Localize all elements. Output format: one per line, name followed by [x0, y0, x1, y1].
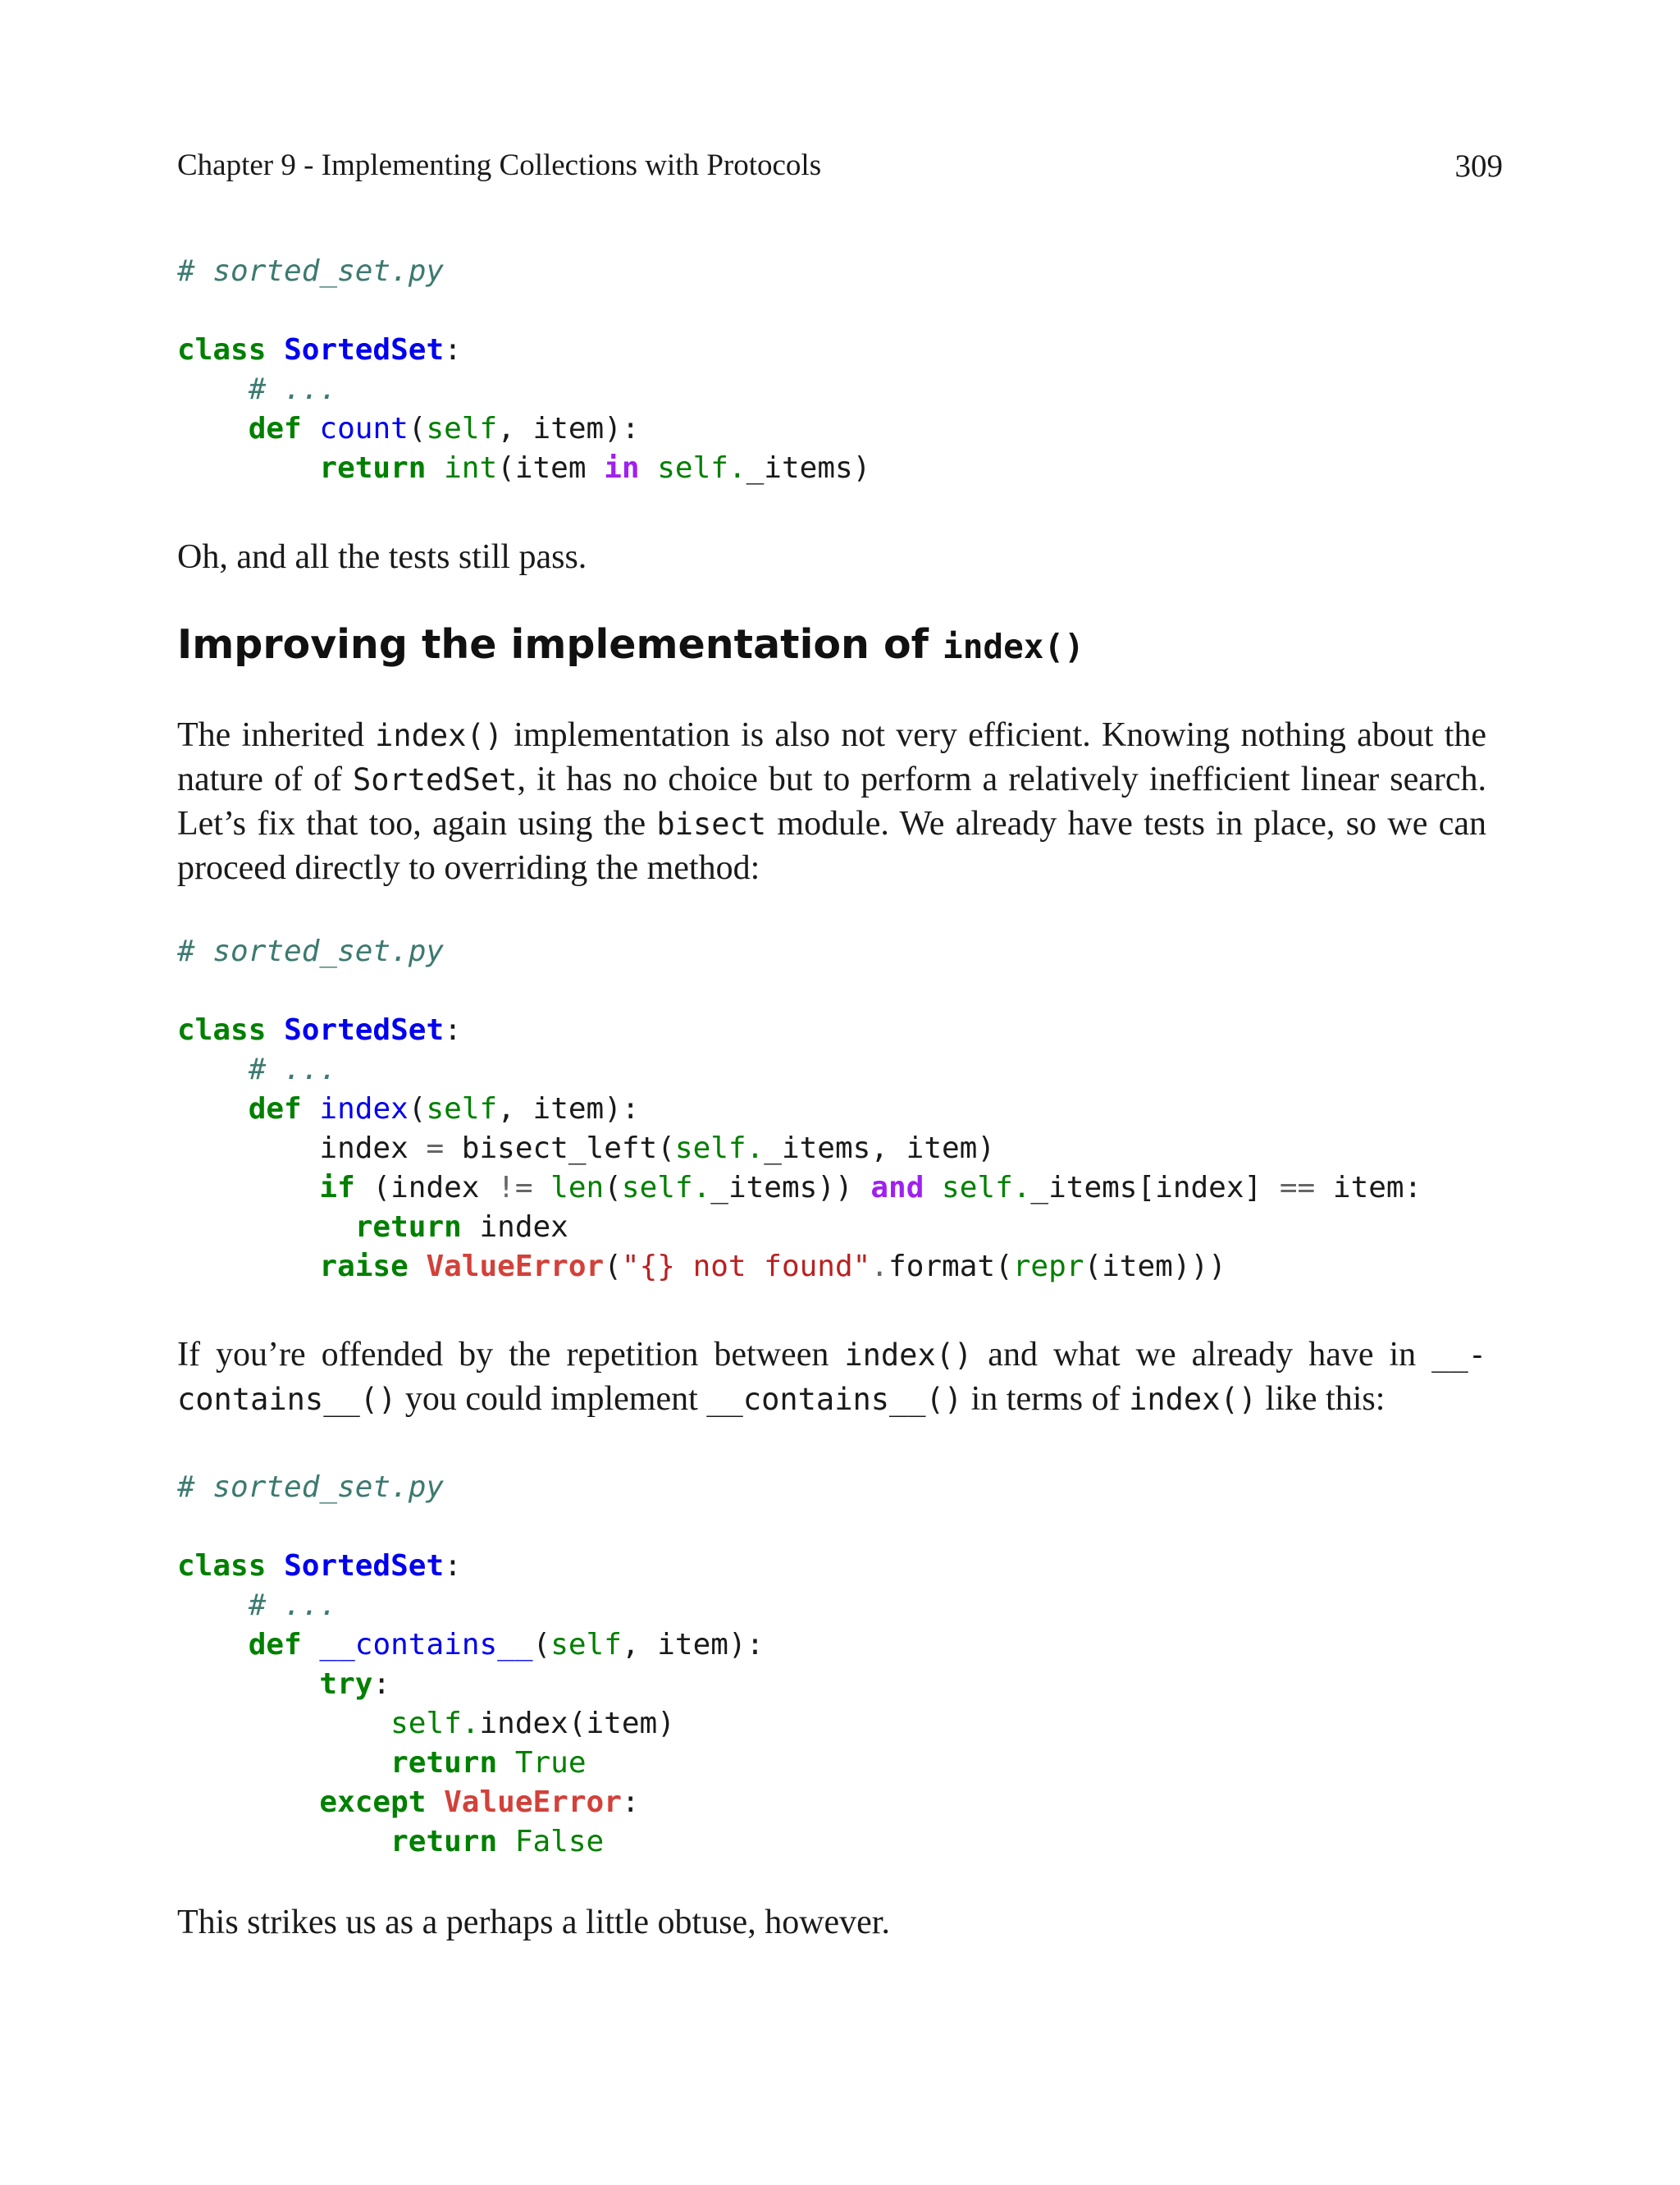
code-line [177, 1050, 1422, 1090]
text-line [177, 713, 1486, 757]
code-text: index [461, 1210, 568, 1244]
operator: == [1279, 1171, 1316, 1204]
code-comment: # sorted_set.py [177, 1470, 445, 1504]
code-line [177, 252, 870, 291]
running-header [177, 141, 1503, 190]
code-line [177, 331, 870, 370]
code-text: (item [497, 451, 605, 485]
code-text: : [444, 1549, 462, 1583]
code-text: , item): [497, 412, 640, 446]
code-line [177, 1586, 764, 1625]
builtin-int: int [444, 451, 498, 485]
code-text: : [621, 1785, 640, 1819]
code-text: _items)) [710, 1171, 871, 1204]
code-line [177, 449, 870, 488]
code-line: def count(self, item): [248, 412, 640, 446]
code-comment: # sorted_set.py [177, 254, 445, 288]
code-text: format( [888, 1250, 1013, 1283]
code-line [177, 1168, 1422, 1208]
keyword-return: return [390, 1825, 498, 1858]
code-comment: # sorted_set.py [177, 935, 445, 968]
code-block-contains [177, 1468, 764, 1862]
code-line [177, 1744, 764, 1783]
operator: . [870, 1250, 889, 1283]
code-line [177, 1468, 764, 1507]
chapter-title: Chapter 9 - Implementing Collections with Protocols [177, 149, 822, 182]
exception-name: ValueError [426, 1250, 605, 1283]
code-block-count [177, 252, 870, 488]
code-line [177, 370, 870, 409]
text-line [177, 802, 1486, 846]
code-text: : [444, 1013, 462, 1047]
code-text: index [319, 1131, 427, 1165]
code-text: item: [1315, 1171, 1422, 1204]
text-run: like this: [1257, 1380, 1386, 1418]
inline-code: index() [1129, 1382, 1258, 1417]
heading-code: index() [943, 627, 1084, 666]
keyword-return: return [319, 451, 427, 485]
self-keyword: self [426, 1092, 498, 1126]
self-keyword: self [426, 412, 498, 446]
inline-code: bisect [656, 807, 767, 842]
code-text: , item): [621, 1628, 765, 1662]
keyword-def: def [248, 1628, 302, 1662]
keyword-in: in [604, 451, 640, 485]
body-paragraph [177, 1332, 1486, 1421]
keyword-def: def [248, 1092, 302, 1126]
code-comment: # ... [248, 373, 338, 406]
keyword-class: class [177, 1549, 267, 1583]
keyword-try: try [319, 1667, 373, 1701]
constant-true: True [514, 1746, 587, 1780]
code-comment: # ... [248, 1053, 338, 1086]
operator: != [497, 1171, 533, 1204]
self-keyword: self. [390, 1707, 480, 1740]
text-run: nature of of [177, 761, 353, 798]
self-keyword: self. [674, 1131, 765, 1165]
keyword-if: if [319, 1171, 355, 1204]
code-text: _items, item) [764, 1131, 996, 1165]
keyword-except: except [319, 1785, 427, 1819]
code-text: (index [354, 1171, 498, 1204]
keyword-raise: raise [319, 1250, 409, 1283]
keyword-and: and [870, 1171, 924, 1204]
text-run: Let’s fix that too, again using the [177, 805, 657, 843]
text-line [177, 1332, 1486, 1377]
string-literal: "{} not found" [621, 1250, 871, 1283]
self-keyword: self [550, 1628, 622, 1662]
text-run: proceed directly to overriding the method: [177, 849, 760, 887]
keyword-return: return [354, 1210, 462, 1244]
code-line [177, 1665, 764, 1704]
code-text: (item))) [1084, 1250, 1226, 1283]
text-run: and what we already have in [972, 1336, 1432, 1374]
code-comment: # ... [248, 1588, 338, 1622]
text-line [177, 1377, 1486, 1421]
text-run: in terms of [962, 1380, 1130, 1418]
class-name: SortedSet [284, 1549, 445, 1583]
code-line [177, 1704, 764, 1744]
inline-code: SortedSet [352, 762, 518, 798]
inline-code: __- [1431, 1337, 1486, 1373]
text-run: , it has no choice but to perform a relatively inefficient linear search. [517, 761, 1486, 798]
code-line-blank [177, 1507, 764, 1547]
code-text: index(item) [479, 1707, 675, 1740]
text-line [177, 757, 1486, 802]
inline-code: contains__() [177, 1382, 397, 1417]
inline-code: index() [844, 1337, 973, 1373]
builtin-repr: repr [1012, 1250, 1084, 1283]
code-line [177, 1129, 1422, 1168]
code-text: : [444, 333, 462, 367]
code-line [177, 1783, 764, 1822]
code-line [177, 1547, 764, 1586]
keyword-class: class [177, 333, 267, 367]
code-text: bisect_left( [444, 1131, 675, 1165]
keyword-return: return [390, 1746, 498, 1780]
text-run: module. We already have tests in place, so we can [766, 805, 1486, 843]
function-name: index [319, 1092, 409, 1126]
text-run: implementation is also not very efficient. Knowing nothing about the [503, 716, 1486, 754]
keyword-class: class [177, 1013, 267, 1047]
code-line [177, 1822, 764, 1862]
builtin-len: len [532, 1171, 605, 1204]
self-keyword: self. [924, 1171, 1031, 1204]
heading-text: Improving the implementation of [177, 621, 943, 668]
inline-code: __contains__() [706, 1382, 963, 1417]
constant-false: False [514, 1825, 605, 1858]
text-run: If you’re offended by the repetition between [177, 1336, 845, 1374]
section-heading [177, 619, 1084, 673]
code-line [177, 1247, 1422, 1287]
body-paragraph [177, 713, 1486, 890]
text-run: you could implement [396, 1380, 707, 1418]
code-block-index [177, 932, 1422, 1287]
code-line: def index(self, item): [248, 1092, 640, 1126]
body-paragraph: This strikes us as a perhaps a little obtuse, however. [177, 1904, 890, 1941]
self-keyword: self. [621, 1171, 711, 1204]
operator: = [426, 1131, 445, 1165]
code-line-blank [177, 971, 1422, 1011]
function-name: __contains__ [319, 1628, 533, 1662]
code-line [177, 1208, 1422, 1247]
code-line: def __contains__(self, item): [248, 1628, 765, 1662]
code-text: ( [604, 1171, 622, 1204]
code-text: _items[index] [1030, 1171, 1280, 1204]
class-name: SortedSet [284, 333, 445, 367]
keyword-def: def [248, 412, 302, 446]
text-run: The inherited [177, 716, 376, 754]
code-line-blank [177, 291, 870, 331]
body-paragraph: Oh, and all the tests still pass. [177, 538, 587, 576]
code-text: _items) [746, 451, 871, 485]
code-text: , item): [497, 1092, 640, 1126]
text-line [177, 846, 1486, 890]
self-keyword: self. [657, 451, 746, 485]
code-line [177, 932, 1422, 971]
code-text: ( [604, 1250, 622, 1283]
page-number: 309 [1454, 149, 1503, 184]
inline-code: index() [375, 718, 504, 753]
class-name: SortedSet [284, 1013, 445, 1047]
exception-name: ValueError [444, 1785, 622, 1819]
function-name: count [319, 412, 409, 446]
code-line [177, 1011, 1422, 1050]
code-text: : [372, 1667, 391, 1701]
